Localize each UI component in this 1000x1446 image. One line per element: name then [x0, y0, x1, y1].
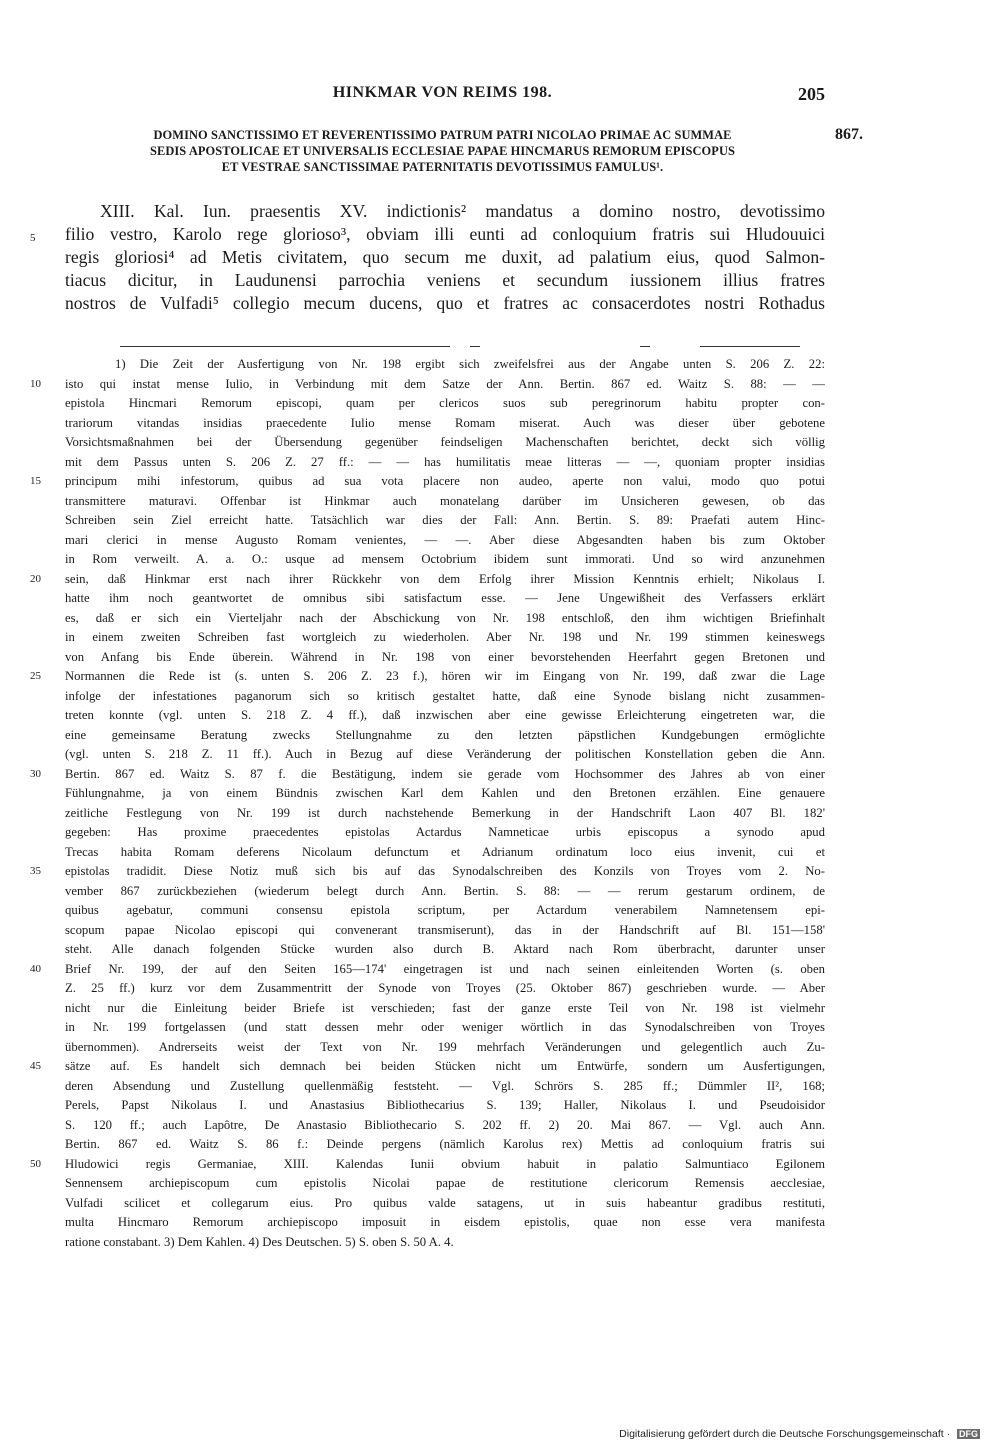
- dfg-logo: DFG: [959, 1429, 978, 1440]
- footnote-line: übernommen). Andrerseits weist der Text von Nr. 199 mehrfach Veränderungen und gelegentlich auch Zu-: [65, 1039, 825, 1054]
- footnote-line: steht. Alle danach folgenden Stücke wurden also durch B. Aktard nach Rom überbracht, darunter unser: [65, 942, 825, 956]
- footnote-line: in einem zweiten Schreiben fast wortgleich zu wiederholen. Aber Nr. 198 und Nr. 199 stimmen keineswegs: [65, 630, 825, 644]
- footnote-line: Schreiben sein Ziel erreicht hatte. Tatsächlich war dies der Fall: Ann. Bertin. S. 89: Praefati autem Hinc-: [65, 513, 825, 527]
- main-text-line: filio vestro, Karolo rege glorioso³, obviam illi eunti ad conloquium fratris sui Hludouuici: [65, 224, 825, 244]
- line-number: 30: [30, 767, 41, 780]
- footnote-separator: [640, 346, 650, 347]
- footnote-line: deren Absendung und Zustellung quellenmäßig feststeht. — Vgl. Schrörs S. 285 ff.; Dümmler II², 168;: [65, 1078, 825, 1093]
- footnote-line: 1) Die Zeit der Ausfertigung von Nr. 198 ergibt sich zweifelsfrei aus der Angabe unten S. 206 Z. 22:: [115, 357, 825, 371]
- footnote-line: Brief Nr. 199, der auf den Seiten 165—174' eingetragen ist und nach seinen einleitenden Worten (s. oben: [65, 961, 825, 976]
- main-text: [65, 200, 825, 315]
- footnote-separator: [470, 346, 480, 347]
- footnote-line: sein, daß Hinkmar erst nach ihrer Rückkehr von dem Erfolg ihrer Mission Kenntnis erhielt; Nikolaus I.: [65, 571, 825, 586]
- footnote-line: zeitliche Festlegung von Nr. 199 ist durch nachstehende Bemerkung in der Handschrift Laon 407 Bl. 182': [65, 805, 825, 820]
- heading-line: DOMINO SANCTISSIMO ET REVERENTISSIMO PATRUM PATRI NICOLAO PRIMAE AC SUMMAE: [153, 128, 732, 142]
- running-title: HINKMAR VON REIMS 198.: [332, 84, 553, 101]
- heading-line: SEDIS APOSTOLICAE ET UNIVERSALIS ECCLESIAE PAPAE HINCMARUS REMORUM EPISCOPUS: [149, 144, 736, 158]
- footnote-line: vember 867 zurückbeziehen (wiederum belegt durch Ann. Bertin. S. 88: — — rerum gestarum ordinem, de: [65, 883, 825, 898]
- footnote-line: quibus agebatur, communi consensu epistola scriptum, per Actardum venerabilem Namnetensem epi-: [65, 903, 825, 917]
- footnote-line: infolge der infestationes paganorum sich so kritisch gestaltet hatte, daß eine Synode bislang nicht zusammen-: [65, 688, 825, 703]
- line-number: 10: [30, 377, 41, 390]
- footnote-line: S. 120 ff.; auch Lapôtre, De Anastasio Bibliothecario S. 202 ff. 2) 20. Mai 867. — Vgl. auch Ann.: [65, 1117, 825, 1132]
- footnote-line: ratione constabant. 3) Dem Kahlen. 4) Des Deutschen. 5) S. oben S. 50 A. 4.: [65, 1234, 454, 1249]
- line-number: 35: [30, 865, 41, 877]
- line-number: 40: [30, 962, 41, 975]
- main-text-line: tiacus dicitur, in Laudunensi parrochia veniens et secundum iussionem illius fratres: [65, 270, 825, 290]
- running-head: [60, 84, 825, 108]
- footnote-line: Vulfadi scilicet et collegarum eius. Pro quibus valde satagens, ut in suis habeantur gradibus restituti,: [65, 1195, 825, 1210]
- footnote-line: von Anfang bis Ende überein. Während in Nr. 198 von einer bevorstehenden Heerfahrt gegen Bretonen und: [65, 649, 825, 664]
- footnote-line: transmittere maturavi. Offenbar ist Hinkmar auch monatelang darüber im Unsicheren gewesen, ob das: [65, 493, 825, 508]
- funding-note: [619, 1428, 980, 1440]
- main-text-line: nostros de Vulfadi⁵ collegio mecum ducens, quo et fratres ac consacerdotes nostri Rothadus: [65, 293, 825, 313]
- footnote-line: Z. 25 ff.) kurz vor dem Zusammentritt der Synode von Troyes (25. Oktober 867) geschrieben wurde. — Aber: [65, 981, 825, 995]
- footnote-line: scopum papae Nicolao episcopi qui convenerant transmiserunt), das in der Handschrift auf Bl. 151—158': [65, 922, 825, 937]
- footnote-line: Fühlungnahme, ja von einem Bündnis zwischen Karl dem Kahlen und den Bretonen erzählen. Eine genauere: [65, 786, 825, 800]
- footnote-line: in Rom verweilt. A. a. O.: usque ad mensem Octobrium ibidem sunt immorati. Und so wird anzunehmen: [65, 552, 825, 566]
- footnote-line: hatte ihm noch geantwortet de omnibus sibi satisfactum esse. — Jene Ungewißheit des Verfassers erklärt: [65, 591, 825, 605]
- footnote-line: epistola Hincmari Remorum episcopi, quam per clericos suos sub peregrinorum habitu propter con-: [65, 396, 825, 410]
- margin-year: 867.: [835, 126, 863, 143]
- line-number: 20: [30, 572, 41, 585]
- footnote-line: Hludowici regis Germaniae, XIII. Kalendas Iunii obvium habuit in palatio Salmuntiaco Egilonem: [65, 1156, 825, 1171]
- footnote-line: Trecas habita Romam deferens Nicolaum defunctum et Adrianum ordinatum loco eius invenit, cui et: [65, 844, 825, 859]
- main-text-line: regis gloriosi⁴ ad Metis civitatem, quo secum me duxit, ad palatium eius, quod Salmon-: [65, 247, 825, 267]
- footnote-line: gegeben: Has proxime praecedentes epistolas Actardus Namneticae urbis episcopus a synodo apud: [65, 825, 825, 839]
- line-number: 15: [30, 475, 41, 487]
- footnote-line: es, daß er sich ein Vierteljahr nach der Abschickung von Nr. 198 entschloß, den ihm wichtigen Briefinhalt: [65, 610, 825, 625]
- footnote-line: eine gemeinsame Beratung zwecks Stellungnahme zu den letzten päpstlichen Kundgebungen ermöglichte: [65, 727, 825, 742]
- footnote-line: Normannen die Rede ist (s. unten S. 206 Z. 23 f.), hören wir im Eingang von Nr. 199, daß zwar die Lage: [65, 669, 825, 683]
- line-number: 25: [30, 670, 41, 682]
- footnote-line: nicht nur die Einleitung beider Briefe ist verschieden; fast der ganze erste Teil von Nr. 198 ist vielmehr: [65, 1000, 825, 1015]
- footnote-line: Vorsichtsmaßnahmen bei der Übersendung gegenüber feindseligen Machenschaften berichtet, deckt sich völlig: [65, 435, 825, 449]
- footnote-line: Bertin. 867 ed. Waitz S. 86 f.: Deinde pergens (nämlich Karolus rex) Mettis ad conloquium fratris sui: [65, 1137, 825, 1151]
- main-text-line: XIII. Kal. Iun. praesentis XV. indictionis² mandatus a domino nostro, devotissimo: [100, 201, 825, 221]
- footnote-line: sätze auf. Es handelt sich demnach bei beiden Stücken nicht um Entwürfe, sondern um Ausfertigungen,: [65, 1059, 825, 1073]
- footnote-line: principum mihi infestorum, quibus ad sua vota placere non audeo, aperte non valui, modo quo potui: [65, 474, 825, 488]
- footnotes: [65, 355, 825, 1252]
- footnote-line: treten konnte (vgl. unten S. 218 Z. 4 ff.), daß inzwischen aber eine gewisse Erleichterung eingetreten war, die: [65, 708, 825, 722]
- funding-text: Digitalisierung gefördert durch die Deutsche Forschungsgemeinschaft ·: [619, 1428, 951, 1440]
- page-number: 205: [798, 84, 825, 104]
- footnote-line: mit dem Passus unten S. 206 Z. 27 ff.: — — has humilitatis meae litteras — —, quoniam propter insidias: [65, 454, 825, 469]
- footnote-line: Bertin. 867 ed. Waitz S. 87 f. die Bestätigung, indem sie gerade vom Hochsommer des Jahres ab von einer: [65, 766, 825, 781]
- footnote-line: multa Hincmaro Remorum archiepiscopo imposuit in eisdem epistolis, quae non esse vera manifesta: [65, 1215, 825, 1229]
- footnote-line: Sennensem archiepiscopum cum epistolis Nicolai papae de restitutione clericorum Remensis aecclesiae,: [65, 1176, 825, 1190]
- footnote-line: trariorum vitandas insidias praecedente Iulio mense Romam miserat. Auch was dieser über gebotene: [65, 415, 825, 430]
- line-number: 50: [30, 1157, 41, 1170]
- footnote-line: mari clerici in mense Augusto Romam venientes, — —. Aber diese Abgesandten haben bis zum Oktober: [65, 532, 825, 547]
- footnote-line: (vgl. unten S. 218 Z. 11 ff.). Auch in Bezug auf diese Veränderung der politischen Konstellation geben die Ann.: [65, 747, 825, 761]
- letter-heading: [60, 127, 825, 175]
- footnote-line: Perels, Papst Nikolaus I. und Anastasius Bibliothecarius S. 139; Haller, Nikolaus I. und Pseudoisidor: [65, 1098, 825, 1112]
- line-number: 45: [30, 1060, 41, 1072]
- footnote-separator: [120, 346, 450, 347]
- footnote-line: in Nr. 199 fortgelassen (und statt dessen mehr oder weniger wörtlich in das Synodalschreiben von Troyes: [65, 1020, 825, 1034]
- heading-line: ET VESTRAE SANCTISSIMAE PATERNITATIS DEVOTISSIMUS FAMULUS¹.: [221, 160, 664, 174]
- footnote-line: isto qui instat mense Iulio, in Verbindung mit dem Satze der Ann. Bertin. 867 ed. Waitz S. 88: — —: [65, 376, 825, 391]
- footnote-line: epistolas tradidit. Diese Notiz muß sich bis auf das Synodalschreiben des Konzils von Troyes vom 2. No-: [65, 864, 825, 878]
- footnote-separator: [700, 346, 800, 347]
- line-number: 5: [30, 232, 36, 244]
